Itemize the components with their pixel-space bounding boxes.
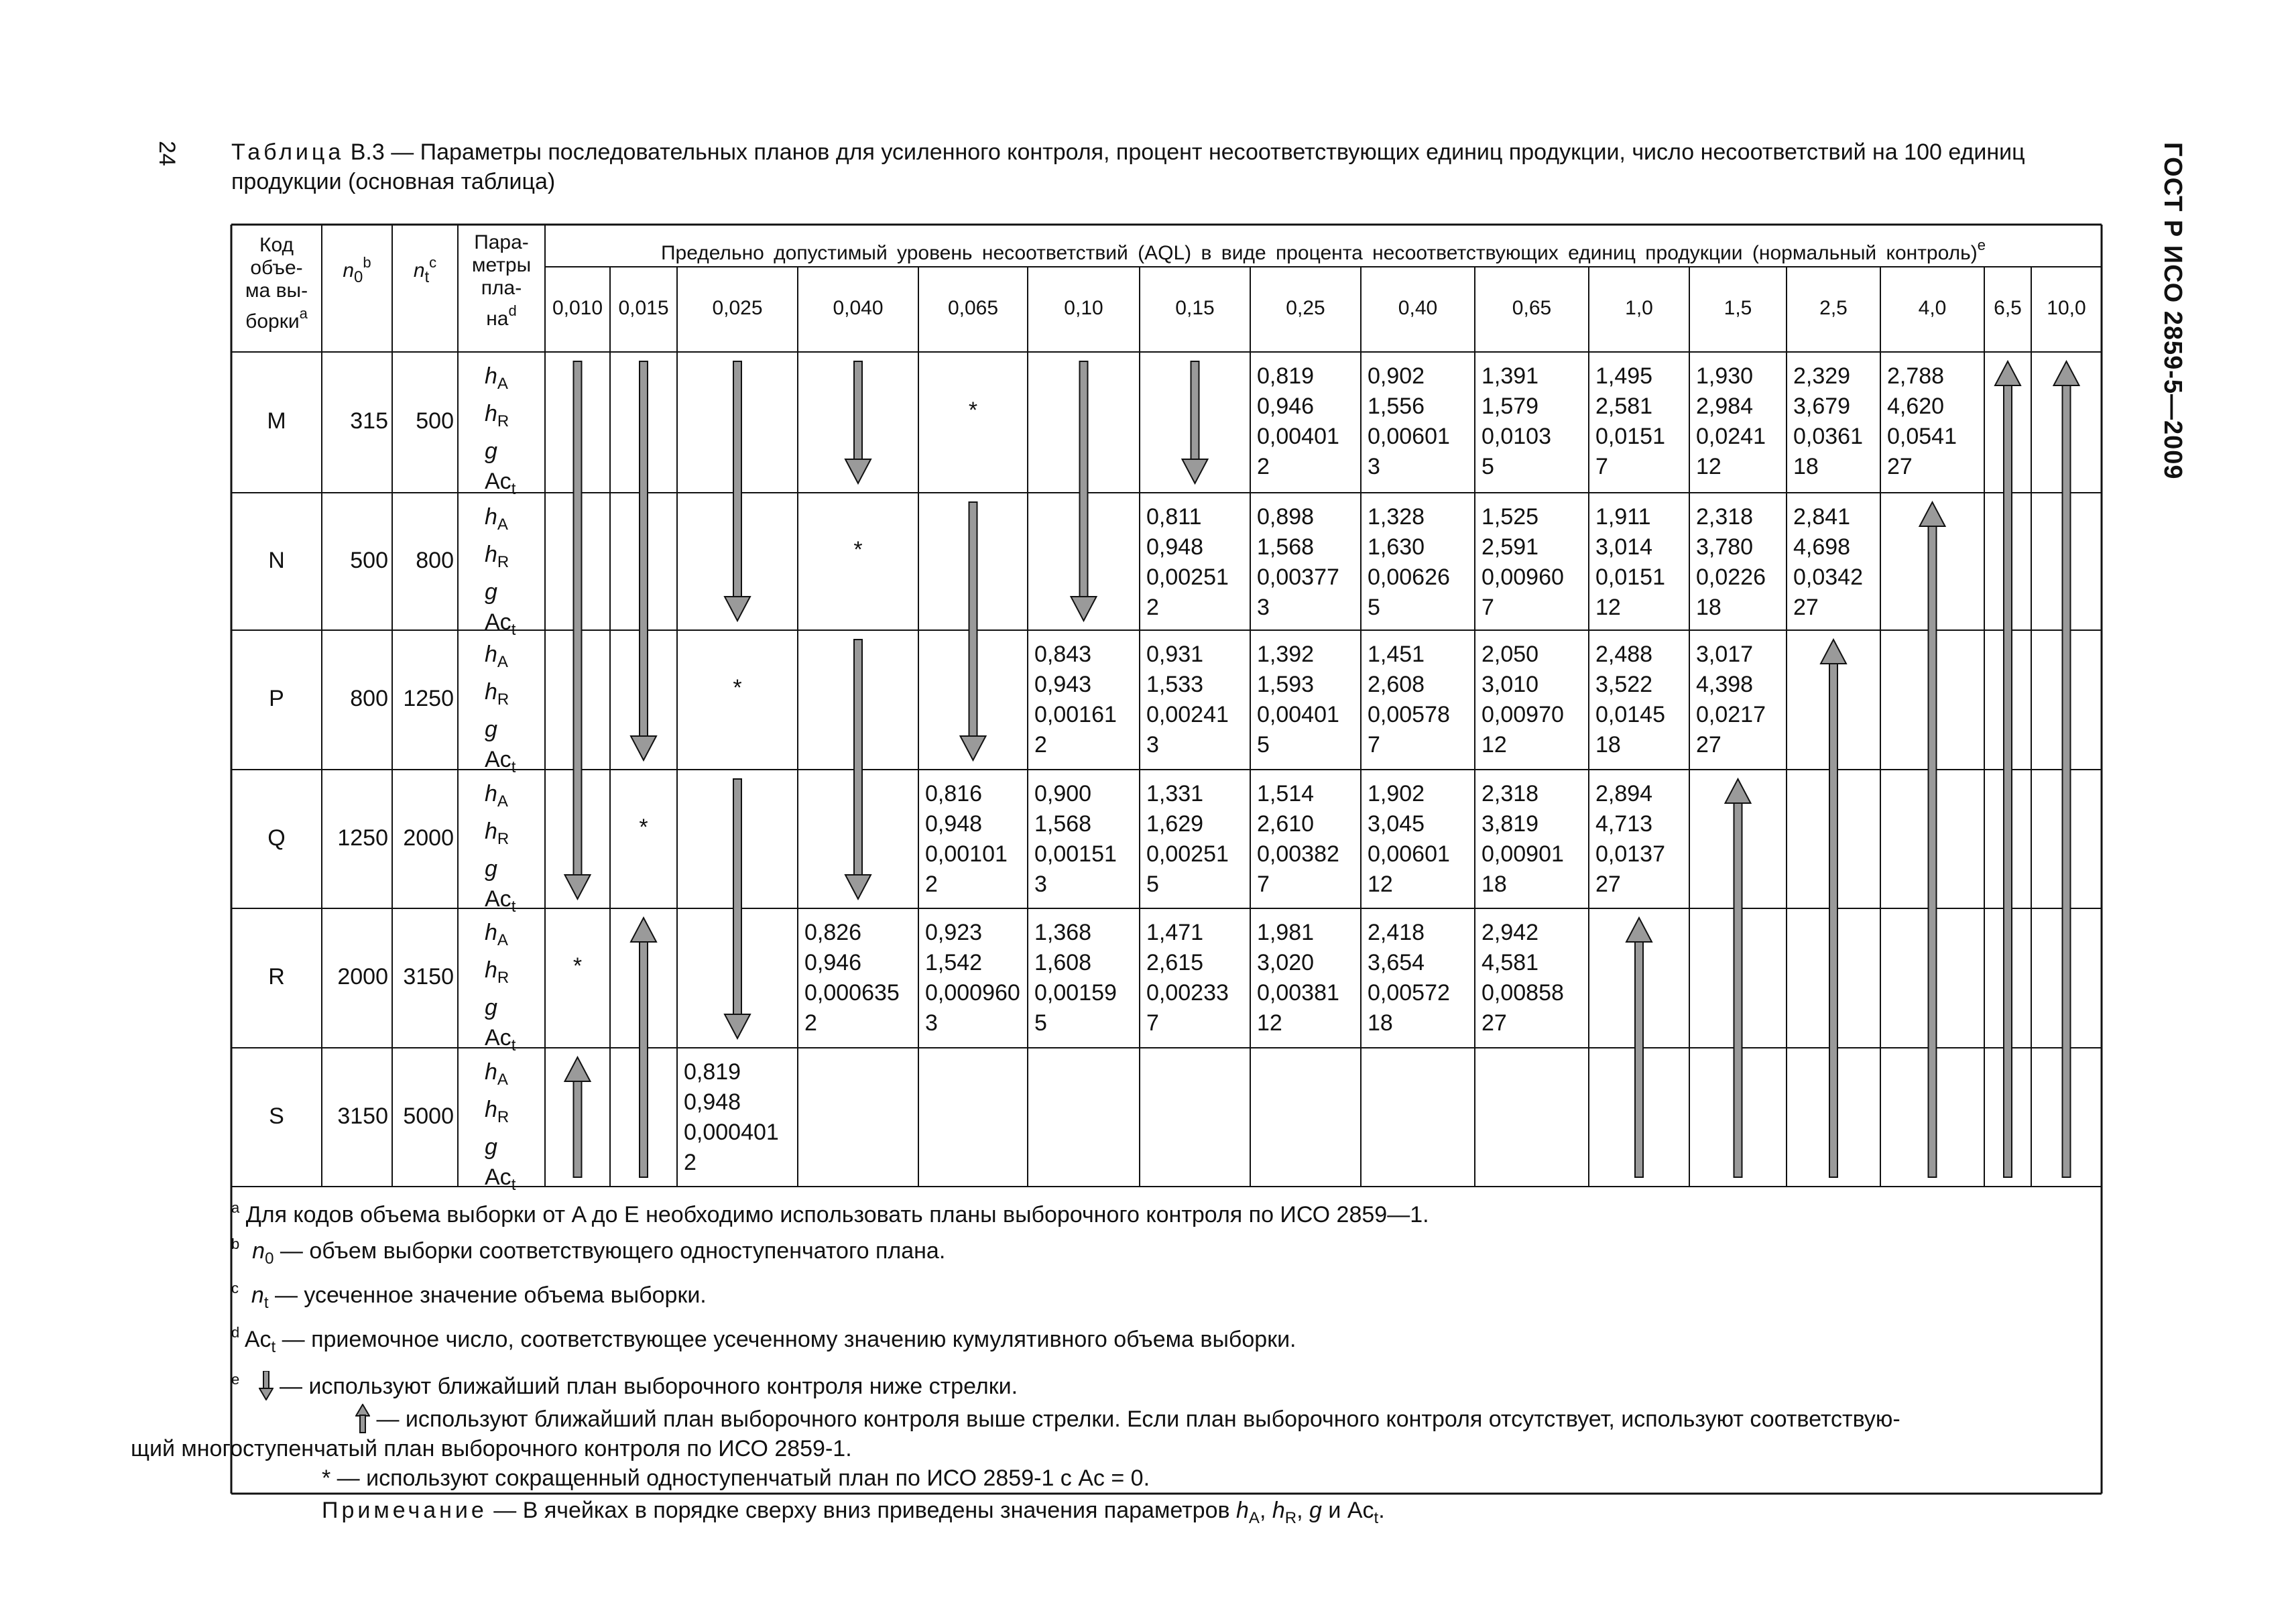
table-remark: Примечание — В ячейках в порядке сверху вниз приведены значения параметров $h_A$, $h_R$, g и $Ac_t$. bbox=[322, 1498, 1385, 1527]
header-aql-13: 4,0 bbox=[1918, 297, 1947, 319]
footnote-d: $^d$ $Ac_t$ — приемочное число, соответствующее усеченному значению кумулятивного объема выборки. bbox=[231, 1324, 1296, 1356]
header-nt: $n_t^c$ bbox=[413, 254, 437, 286]
plan-cell-N-10: 1,911 3,014 0,0151 12 bbox=[1595, 504, 1665, 620]
header-aql-3: 0,040 bbox=[833, 297, 884, 319]
plan-cell-M-9: 1,391 1,579 0,0103 5 bbox=[1482, 363, 1551, 479]
plan-cell-Q-7: 1,514 2,610 0,00382 7 bbox=[1257, 781, 1339, 897]
header-aql-5: 0,10 bbox=[1064, 297, 1103, 319]
plan-cell-P-11: 3,017 4,398 0,0217 27 bbox=[1696, 642, 1766, 758]
footnote-b: $^b$ $n_0$ — объем выборки соответствующего одноступенчатого плана. bbox=[231, 1236, 946, 1268]
plan-cell-N-8: 1,328 1,630 0,00626 5 bbox=[1368, 504, 1450, 620]
plan-cell-R-9: 2,942 4,581 0,00858 27 bbox=[1482, 920, 1564, 1036]
header-aql-1: 0,015 bbox=[618, 297, 669, 319]
plan-cell-P-8: 1,451 2,608 0,00578 7 bbox=[1368, 642, 1450, 758]
plan-cell-P-9: 2,050 3,010 0,00970 12 bbox=[1482, 642, 1564, 758]
plan-cell-M-13: 2,788 4,620 0,0541 27 bbox=[1887, 363, 1957, 479]
plan-cell-P-6: 0,931 1,533 0,00241 3 bbox=[1146, 642, 1229, 758]
plan-cell-N-6: 0,811 0,948 0,00251 2 bbox=[1146, 504, 1229, 620]
footnote-c: $^c$ $n_t$ — усеченное значение объема выборки. bbox=[231, 1280, 707, 1312]
row-n0-P: 800 bbox=[350, 686, 388, 711]
arrow-up-icon bbox=[1920, 502, 1945, 1177]
plan-cell-R-7: 1,981 3,020 0,00381 12 bbox=[1257, 920, 1339, 1036]
arrow-down-icon bbox=[845, 361, 871, 483]
header-aql-11: 1,5 bbox=[1724, 297, 1752, 319]
page-number: 24 bbox=[154, 141, 180, 166]
arrow-down-icon bbox=[725, 361, 750, 621]
plan-cell-N-9: 1,525 2,591 0,00960 7 bbox=[1482, 504, 1564, 620]
plan-cell-M-12: 2,329 3,679 0,0361 18 bbox=[1793, 363, 1863, 479]
header-aql-4: 0,065 bbox=[947, 297, 999, 319]
header-aql-15: 10,0 bbox=[2047, 297, 2086, 319]
header-aql-2: 0,025 bbox=[712, 297, 763, 319]
row-n0-N: 500 bbox=[350, 547, 388, 573]
row-param-labels-P: $h_A$ $h_R$ g $Ac_t$ bbox=[485, 642, 516, 776]
plan-cell-N-7: 0,898 1,568 0,00377 3 bbox=[1257, 504, 1339, 620]
plan-cell-N-11: 2,318 3,780 0,0226 18 bbox=[1696, 504, 1766, 620]
arrow-down-icon bbox=[259, 1371, 274, 1400]
arrow-up-icon bbox=[565, 1057, 591, 1177]
arrow-up-icon bbox=[1726, 779, 1751, 1177]
caption-text: В.3 — Параметры последовательных планов для усиленного контроля, процент несоответствующих единиц продукции, число несоответствий на 100 единиц продукции (основная таблица) bbox=[231, 139, 2025, 194]
row-nt-S: 5000 bbox=[403, 1103, 454, 1129]
plan-cell-Q-10: 2,894 4,713 0,0137 27 bbox=[1595, 781, 1665, 897]
plan-cell-Q-5: 0,900 1,568 0,00151 3 bbox=[1034, 781, 1117, 897]
footnote-a: $^a$ Для кодов объема выборки от A до E необходимо использовать планы выборочного контроля по ИСО 2859—1. bbox=[231, 1199, 1429, 1227]
row-code-P: P bbox=[269, 686, 284, 711]
header-aql-12: 2,5 bbox=[1819, 297, 1848, 319]
row-code-N: N bbox=[268, 547, 285, 573]
header-aql-10: 1,0 bbox=[1625, 297, 1653, 319]
plan-cell-P-10: 2,488 3,522 0,0145 18 bbox=[1595, 642, 1665, 758]
row-nt-N: 800 bbox=[416, 547, 454, 573]
plan-cell-R-5: 1,368 1,608 0,00159 5 bbox=[1034, 920, 1117, 1036]
table-footnotes bbox=[131, 1193, 2108, 1533]
plan-cell-S-2: 0,819 0,948 0,000401 2 bbox=[684, 1059, 779, 1175]
footnote-e-up: — используют ближайший план выборочного контроля выше стрелки. Если план выборочного контроля отсутствует, используют соответствую- bbox=[231, 1404, 2108, 1434]
plan-cell-P-5: 0,843 0,943 0,00161 2 bbox=[1034, 642, 1117, 758]
row-nt-Q: 2000 bbox=[403, 825, 454, 851]
row-code-M: M bbox=[267, 408, 286, 434]
arrow-down-icon bbox=[631, 361, 656, 760]
document-standard-title: ГОСТ Р ИСО 2859-5—2009 bbox=[2159, 142, 2187, 480]
plan-cell-R-4: 0,923 1,542 0,000960 3 bbox=[925, 920, 1020, 1036]
header-n0: $n_0^b$ bbox=[343, 254, 371, 286]
footnote-star: * — используют сокращенный одноступенчатый план по ИСО 2859-1 с Ac = 0. bbox=[322, 1465, 1150, 1491]
row-n0-M: 315 bbox=[350, 408, 388, 434]
row-n0-S: 3150 bbox=[337, 1103, 388, 1129]
row-param-labels-R: $h_A$ $h_R$ g $Ac_t$ bbox=[485, 920, 516, 1055]
row-nt-R: 3150 bbox=[403, 964, 454, 989]
plan-cell-Q-9: 2,318 3,819 0,00901 18 bbox=[1482, 781, 1564, 897]
footnote-e-down: $^e$ — используют ближайший план выборочного контроля ниже стрелки. bbox=[231, 1371, 1018, 1399]
plan-cell-Q-8: 1,902 3,045 0,00601 12 bbox=[1368, 781, 1450, 897]
plan-cell-R-6: 1,471 2,615 0,00233 7 bbox=[1146, 920, 1229, 1036]
arrow-down-icon bbox=[961, 502, 986, 760]
star-cell-Q-1: * bbox=[639, 814, 648, 840]
row-code-Q: Q bbox=[267, 825, 286, 851]
plan-cell-R-8: 2,418 3,654 0,00572 18 bbox=[1368, 920, 1450, 1036]
row-nt-P: 1250 bbox=[403, 686, 454, 711]
row-param-labels-N: $h_A$ $h_R$ g $Ac_t$ bbox=[485, 504, 516, 639]
arrow-down-icon bbox=[1183, 361, 1208, 483]
row-param-labels-Q: $h_A$ $h_R$ g $Ac_t$ bbox=[485, 781, 516, 916]
plan-cell-P-7: 1,392 1,593 0,00401 5 bbox=[1257, 642, 1339, 758]
header-aql-14: 6,5 bbox=[1994, 297, 2022, 319]
header-aql-9: 0,65 bbox=[1512, 297, 1552, 319]
star-cell-R-0: * bbox=[572, 953, 583, 979]
header-aql-0: 0,010 bbox=[552, 297, 603, 319]
row-nt-M: 500 bbox=[416, 408, 454, 434]
header-aql-title: Предельно допустимый уровень несоответствий (AQL) в виде процента несоответствующих единиц продукции (нормальный контроль)$^e$ bbox=[660, 237, 1986, 264]
plan-cell-M-7: 0,819 0,946 0,00401 2 bbox=[1257, 363, 1339, 479]
header-plan-params: Пара- метры пла- $на^d$ bbox=[471, 231, 532, 330]
plan-cell-M-11: 1,930 2,984 0,0241 12 bbox=[1696, 363, 1766, 479]
arrow-up-icon bbox=[355, 1404, 370, 1433]
footnote-e-up-cont: щий многоступенчатый план выборочного контроля по ИСО 2859-1. bbox=[131, 1436, 852, 1461]
plan-cell-R-3: 0,826 0,946 0,000635 2 bbox=[804, 920, 900, 1036]
row-param-labels-M: $h_A$ $h_R$ g $Ac_t$ bbox=[485, 363, 516, 498]
row-n0-R: 2000 bbox=[337, 964, 388, 989]
row-n0-Q: 1250 bbox=[337, 825, 388, 851]
plan-cell-Q-4: 0,816 0,948 0,00101 2 bbox=[925, 781, 1008, 897]
row-code-S: S bbox=[269, 1103, 284, 1129]
star-cell-N-3: * bbox=[853, 536, 863, 562]
plan-cell-M-8: 0,902 1,556 0,00601 3 bbox=[1368, 363, 1450, 479]
plan-cell-M-10: 1,495 2,581 0,0151 7 bbox=[1595, 363, 1665, 479]
header-sample-code: Код объе- ма вы- борки$^a$ bbox=[245, 234, 308, 333]
plan-cell-Q-6: 1,331 1,629 0,00251 5 bbox=[1146, 781, 1229, 897]
header-aql-7: 0,25 bbox=[1286, 297, 1325, 319]
row-param-labels-S: $h_A$ $h_R$ g $Ac_t$ bbox=[485, 1059, 516, 1194]
star-cell-P-2: * bbox=[733, 675, 742, 701]
plan-cell-N-12: 2,841 4,698 0,0342 27 bbox=[1793, 504, 1863, 620]
header-aql-8: 0,40 bbox=[1398, 297, 1438, 319]
row-code-R: R bbox=[268, 964, 285, 989]
caption-lead: Таблица bbox=[231, 139, 345, 165]
header-aql-6: 0,15 bbox=[1175, 297, 1215, 319]
star-cell-M-4: * bbox=[968, 398, 978, 423]
arrow-down-icon bbox=[1071, 361, 1097, 621]
